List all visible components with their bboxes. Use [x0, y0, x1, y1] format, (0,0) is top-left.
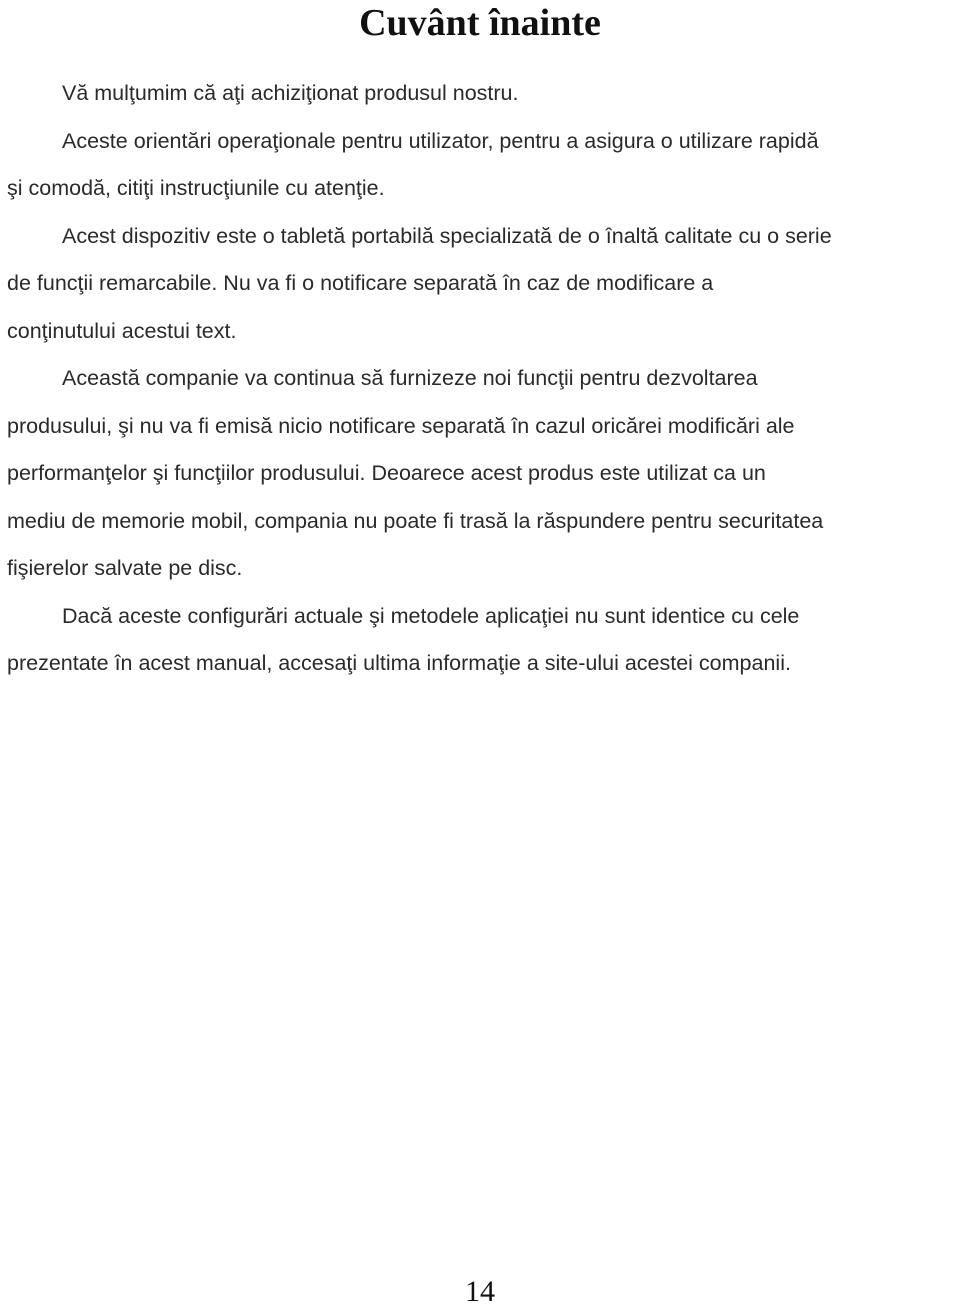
- page-title: Cuvânt înainte: [359, 2, 601, 44]
- paragraph-guidelines: Aceste orientări operaţionale pentru utilizator, pentru a asigura o utilizare rapidă şi comodă, citiţi instrucţiunile cu atenţie.: [7, 128, 819, 200]
- paragraph-device: Acest dispozitiv este o tabletă portabilă specializată de o înaltă calitate cu o serie de funcţii remarcabile. Nu va fi o notificare separată în caz de modificare a conţinutului acestui text.: [7, 223, 832, 343]
- paragraph-company: Această companie va continua să furnizeze noi funcţii pentru dezvoltarea produsului, şi nu va fi emisă nicio notificare separată în cazul oricărei modificări ale performanţelor şi funcţiilor produsului. Deoarece acest produs este utilizat ca un mediu de memorie mobil, compania nu poate fi trasă la răspundere pentru securitatea fişierelor salvate pe disc.: [7, 366, 824, 580]
- paragraph-thanks: Vă mulţumim că aţi achiziţionat produsul nostru.: [62, 81, 519, 105]
- page-number: 14: [465, 1275, 495, 1308]
- paragraph-configurations: Dacă aceste configurări actuale şi metodele aplicaţiei nu sunt identice cu cele prezentate în acest manual, accesaţi ultima informaţie a site-ului acestei companii.: [7, 603, 800, 675]
- body-text: [7, 70, 955, 688]
